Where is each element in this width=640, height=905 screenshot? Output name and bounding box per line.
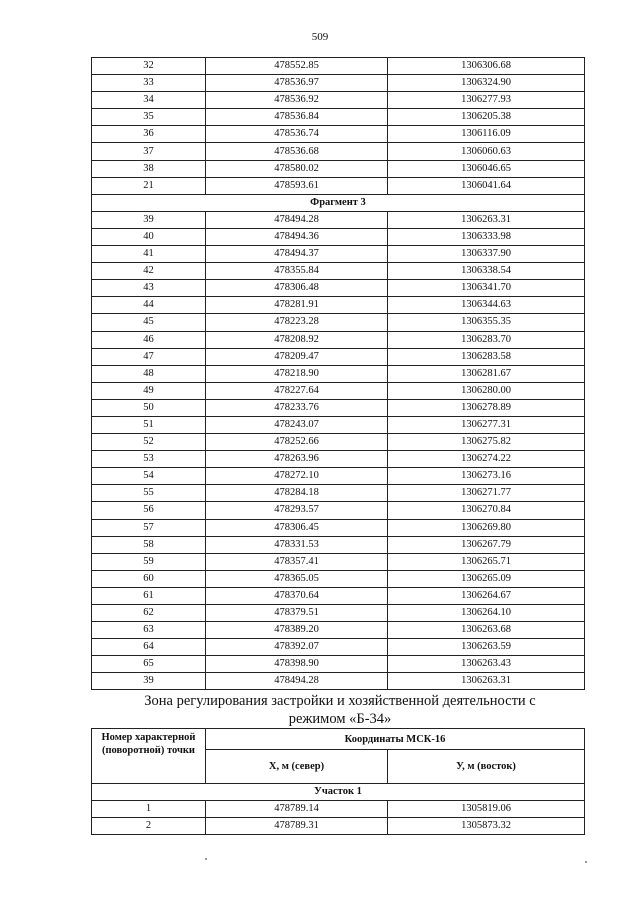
y-coordinate-cell: 1306283.70 bbox=[388, 331, 585, 348]
table-row bbox=[92, 143, 585, 160]
point-number-cell: 65 bbox=[92, 656, 206, 673]
table-row bbox=[92, 194, 585, 211]
point-number-cell: 53 bbox=[92, 451, 206, 468]
table-row bbox=[92, 109, 585, 126]
point-number-cell: 39 bbox=[92, 211, 206, 228]
table-row bbox=[92, 468, 585, 485]
point-number-cell: 54 bbox=[92, 468, 206, 485]
y-coordinate-cell: 1305819.06 bbox=[388, 801, 585, 818]
table-row bbox=[92, 314, 585, 331]
table-row bbox=[92, 416, 585, 433]
y-coordinate-cell: 1306060.63 bbox=[388, 143, 585, 160]
table-row bbox=[92, 818, 585, 835]
x-coordinate-cell: 478306.48 bbox=[206, 280, 388, 297]
point-number-cell: 64 bbox=[92, 639, 206, 656]
point-number-cell: 21 bbox=[92, 177, 206, 194]
point-number-cell: 47 bbox=[92, 348, 206, 365]
point-number-cell: 40 bbox=[92, 228, 206, 245]
y-coordinate-cell: 1306265.09 bbox=[388, 570, 585, 587]
fragment-header bbox=[92, 194, 585, 211]
table-row bbox=[92, 553, 585, 570]
point-number-cell: 42 bbox=[92, 263, 206, 280]
x-coordinate-cell: 478536.84 bbox=[206, 109, 388, 126]
point-number-cell: 32 bbox=[92, 58, 206, 75]
y-coordinate-cell: 1306041.64 bbox=[388, 177, 585, 194]
point-number-cell: 59 bbox=[92, 553, 206, 570]
point-number-cell: 36 bbox=[92, 126, 206, 143]
y-coordinate-cell: 1306273.16 bbox=[388, 468, 585, 485]
point-number-cell: 63 bbox=[92, 622, 206, 639]
zone-title-line1: Зона регулирования застройки и хозяйственной деятельности с bbox=[144, 693, 536, 709]
table-row bbox=[92, 263, 585, 280]
point-number-cell: 50 bbox=[92, 399, 206, 416]
y-coordinate-cell: 1306278.89 bbox=[388, 399, 585, 416]
table-row bbox=[92, 297, 585, 314]
x-coordinate-cell: 478370.64 bbox=[206, 587, 388, 604]
point-number-cell: 46 bbox=[92, 331, 206, 348]
x-coordinate-cell: 478208.92 bbox=[206, 331, 388, 348]
y-coordinate-cell: 1306280.00 bbox=[388, 382, 585, 399]
table-row bbox=[92, 451, 585, 468]
point-number-cell: 33 bbox=[92, 75, 206, 92]
x-coordinate-cell: 478379.51 bbox=[206, 605, 388, 622]
x-coordinate-cell: 478398.90 bbox=[206, 656, 388, 673]
y-coordinate-cell: 1306275.82 bbox=[388, 434, 585, 451]
point-number-cell: 60 bbox=[92, 570, 206, 587]
table-row bbox=[92, 365, 585, 382]
x-coordinate-cell: 478494.37 bbox=[206, 246, 388, 263]
table-row bbox=[92, 502, 585, 519]
scan-speck bbox=[205, 858, 207, 860]
y-coordinate-cell: 1306263.59 bbox=[388, 639, 585, 656]
plot-title: Участок 1 bbox=[92, 784, 585, 801]
point-number-cell: 35 bbox=[92, 109, 206, 126]
x-coordinate-cell: 478389.20 bbox=[206, 622, 388, 639]
x-coordinate-cell: 478536.92 bbox=[206, 92, 388, 109]
y-coordinate-cell: 1306270.84 bbox=[388, 502, 585, 519]
x-coordinate-cell: 478789.14 bbox=[206, 801, 388, 818]
table-row bbox=[92, 434, 585, 451]
x-coordinate-cell: 478494.28 bbox=[206, 673, 388, 690]
point-number-cell: 37 bbox=[92, 143, 206, 160]
x-coordinate-cell: 478357.41 bbox=[206, 553, 388, 570]
point-number-cell: 43 bbox=[92, 280, 206, 297]
x-coordinate-cell: 478593.61 bbox=[206, 177, 388, 194]
zone-coordinates-table bbox=[91, 728, 585, 835]
x-coordinate-cell: 478284.18 bbox=[206, 485, 388, 502]
fragment-title: Фрагмент 3 bbox=[92, 194, 585, 211]
y-coordinate-cell: 1306277.93 bbox=[388, 92, 585, 109]
x-coordinate-cell: 478355.84 bbox=[206, 263, 388, 280]
x-coordinate-cell: 478536.74 bbox=[206, 126, 388, 143]
y-coordinate-cell: 1306344.63 bbox=[388, 297, 585, 314]
y-coordinate-cell: 1306263.43 bbox=[388, 656, 585, 673]
table-row bbox=[92, 75, 585, 92]
table-header-row bbox=[92, 729, 585, 750]
table-row bbox=[92, 246, 585, 263]
table-row bbox=[92, 570, 585, 587]
table-row bbox=[92, 228, 585, 245]
y-coordinate-cell: 1306263.31 bbox=[388, 673, 585, 690]
header-y: У, м (восток) bbox=[388, 750, 585, 784]
point-number-cell: 34 bbox=[92, 92, 206, 109]
point-number-cell: 61 bbox=[92, 587, 206, 604]
x-coordinate-cell: 478580.02 bbox=[206, 160, 388, 177]
y-coordinate-cell: 1306263.68 bbox=[388, 622, 585, 639]
coordinates-table-continued bbox=[91, 57, 585, 690]
point-number-cell: 62 bbox=[92, 605, 206, 622]
table-row bbox=[92, 622, 585, 639]
point-number-cell: 58 bbox=[92, 536, 206, 553]
table-row bbox=[92, 280, 585, 297]
table-row bbox=[92, 784, 585, 801]
table-row bbox=[92, 587, 585, 604]
x-coordinate-cell: 478365.05 bbox=[206, 570, 388, 587]
x-coordinate-cell: 478331.53 bbox=[206, 536, 388, 553]
x-coordinate-cell: 478789.31 bbox=[206, 818, 388, 835]
point-number-cell: 51 bbox=[92, 416, 206, 433]
y-coordinate-cell: 1306267.79 bbox=[388, 536, 585, 553]
y-coordinate-cell: 1306355.35 bbox=[388, 314, 585, 331]
y-coordinate-cell: 1306333.98 bbox=[388, 228, 585, 245]
header-coordinates: Координаты МСК-16 bbox=[206, 729, 585, 750]
table-row bbox=[92, 673, 585, 690]
point-number-cell: 56 bbox=[92, 502, 206, 519]
point-number-cell: 55 bbox=[92, 485, 206, 502]
x-coordinate-cell: 478494.28 bbox=[206, 211, 388, 228]
table-row bbox=[92, 536, 585, 553]
y-coordinate-cell: 1306205.38 bbox=[388, 109, 585, 126]
x-coordinate-cell: 478209.47 bbox=[206, 348, 388, 365]
table-row bbox=[92, 58, 585, 75]
table-row bbox=[92, 399, 585, 416]
table-row bbox=[92, 92, 585, 109]
table-row bbox=[92, 801, 585, 818]
table-row bbox=[92, 126, 585, 143]
x-coordinate-cell: 478223.28 bbox=[206, 314, 388, 331]
header-point-number: Номер характерной (поворотной) точки bbox=[92, 729, 206, 784]
table-row bbox=[92, 331, 585, 348]
y-coordinate-cell: 1306277.31 bbox=[388, 416, 585, 433]
point-number-cell: 57 bbox=[92, 519, 206, 536]
table-row bbox=[92, 485, 585, 502]
point-number-cell: 41 bbox=[92, 246, 206, 263]
y-coordinate-cell: 1306269.80 bbox=[388, 519, 585, 536]
x-coordinate-cell: 478263.96 bbox=[206, 451, 388, 468]
table-row bbox=[92, 656, 585, 673]
table-body-before-fragment bbox=[92, 58, 585, 195]
point-number-cell: 52 bbox=[92, 434, 206, 451]
y-coordinate-cell: 1306274.22 bbox=[388, 451, 585, 468]
x-coordinate-cell: 478243.07 bbox=[206, 416, 388, 433]
x-coordinate-cell: 478272.10 bbox=[206, 468, 388, 485]
y-coordinate-cell: 1305873.32 bbox=[388, 818, 585, 835]
point-number-cell: 49 bbox=[92, 382, 206, 399]
x-coordinate-cell: 478218.90 bbox=[206, 365, 388, 382]
table-body-after-fragment bbox=[92, 211, 585, 690]
zone-title-line2: режимом «Б-34» bbox=[288, 711, 392, 727]
y-coordinate-cell: 1306337.90 bbox=[388, 246, 585, 263]
table-row bbox=[92, 605, 585, 622]
x-coordinate-cell: 478293.57 bbox=[206, 502, 388, 519]
y-coordinate-cell: 1306271.77 bbox=[388, 485, 585, 502]
point-number-cell: 2 bbox=[92, 818, 206, 835]
point-number-cell: 48 bbox=[92, 365, 206, 382]
table-row bbox=[92, 160, 585, 177]
header-x: X, м (север) bbox=[206, 750, 388, 784]
x-coordinate-cell: 478252.66 bbox=[206, 434, 388, 451]
y-coordinate-cell: 1306264.10 bbox=[388, 605, 585, 622]
y-coordinate-cell: 1306264.67 bbox=[388, 587, 585, 604]
point-number-cell: 44 bbox=[92, 297, 206, 314]
zone-title bbox=[110, 692, 570, 728]
y-coordinate-cell: 1306324.90 bbox=[388, 75, 585, 92]
x-coordinate-cell: 478306.45 bbox=[206, 519, 388, 536]
x-coordinate-cell: 478536.68 bbox=[206, 143, 388, 160]
table-body bbox=[92, 801, 585, 835]
x-coordinate-cell: 478227.64 bbox=[206, 382, 388, 399]
scan-speck bbox=[585, 861, 587, 863]
y-coordinate-cell: 1306046.65 bbox=[388, 160, 585, 177]
y-coordinate-cell: 1306116.09 bbox=[388, 126, 585, 143]
table-row bbox=[92, 382, 585, 399]
table-row bbox=[92, 348, 585, 365]
x-coordinate-cell: 478494.36 bbox=[206, 228, 388, 245]
x-coordinate-cell: 478281.91 bbox=[206, 297, 388, 314]
table-row bbox=[92, 519, 585, 536]
point-number-cell: 39 bbox=[92, 673, 206, 690]
y-coordinate-cell: 1306281.67 bbox=[388, 365, 585, 382]
x-coordinate-cell: 478552.85 bbox=[206, 58, 388, 75]
x-coordinate-cell: 478233.76 bbox=[206, 399, 388, 416]
y-coordinate-cell: 1306263.31 bbox=[388, 211, 585, 228]
table-row bbox=[92, 177, 585, 194]
table-row bbox=[92, 211, 585, 228]
y-coordinate-cell: 1306283.58 bbox=[388, 348, 585, 365]
y-coordinate-cell: 1306265.71 bbox=[388, 553, 585, 570]
y-coordinate-cell: 1306306.68 bbox=[388, 58, 585, 75]
point-number-cell: 38 bbox=[92, 160, 206, 177]
table-row bbox=[92, 639, 585, 656]
point-number-cell: 1 bbox=[92, 801, 206, 818]
point-number-cell: 45 bbox=[92, 314, 206, 331]
y-coordinate-cell: 1306338.54 bbox=[388, 263, 585, 280]
x-coordinate-cell: 478392.07 bbox=[206, 639, 388, 656]
x-coordinate-cell: 478536.97 bbox=[206, 75, 388, 92]
y-coordinate-cell: 1306341.70 bbox=[388, 280, 585, 297]
page-number: 509 bbox=[311, 31, 329, 43]
